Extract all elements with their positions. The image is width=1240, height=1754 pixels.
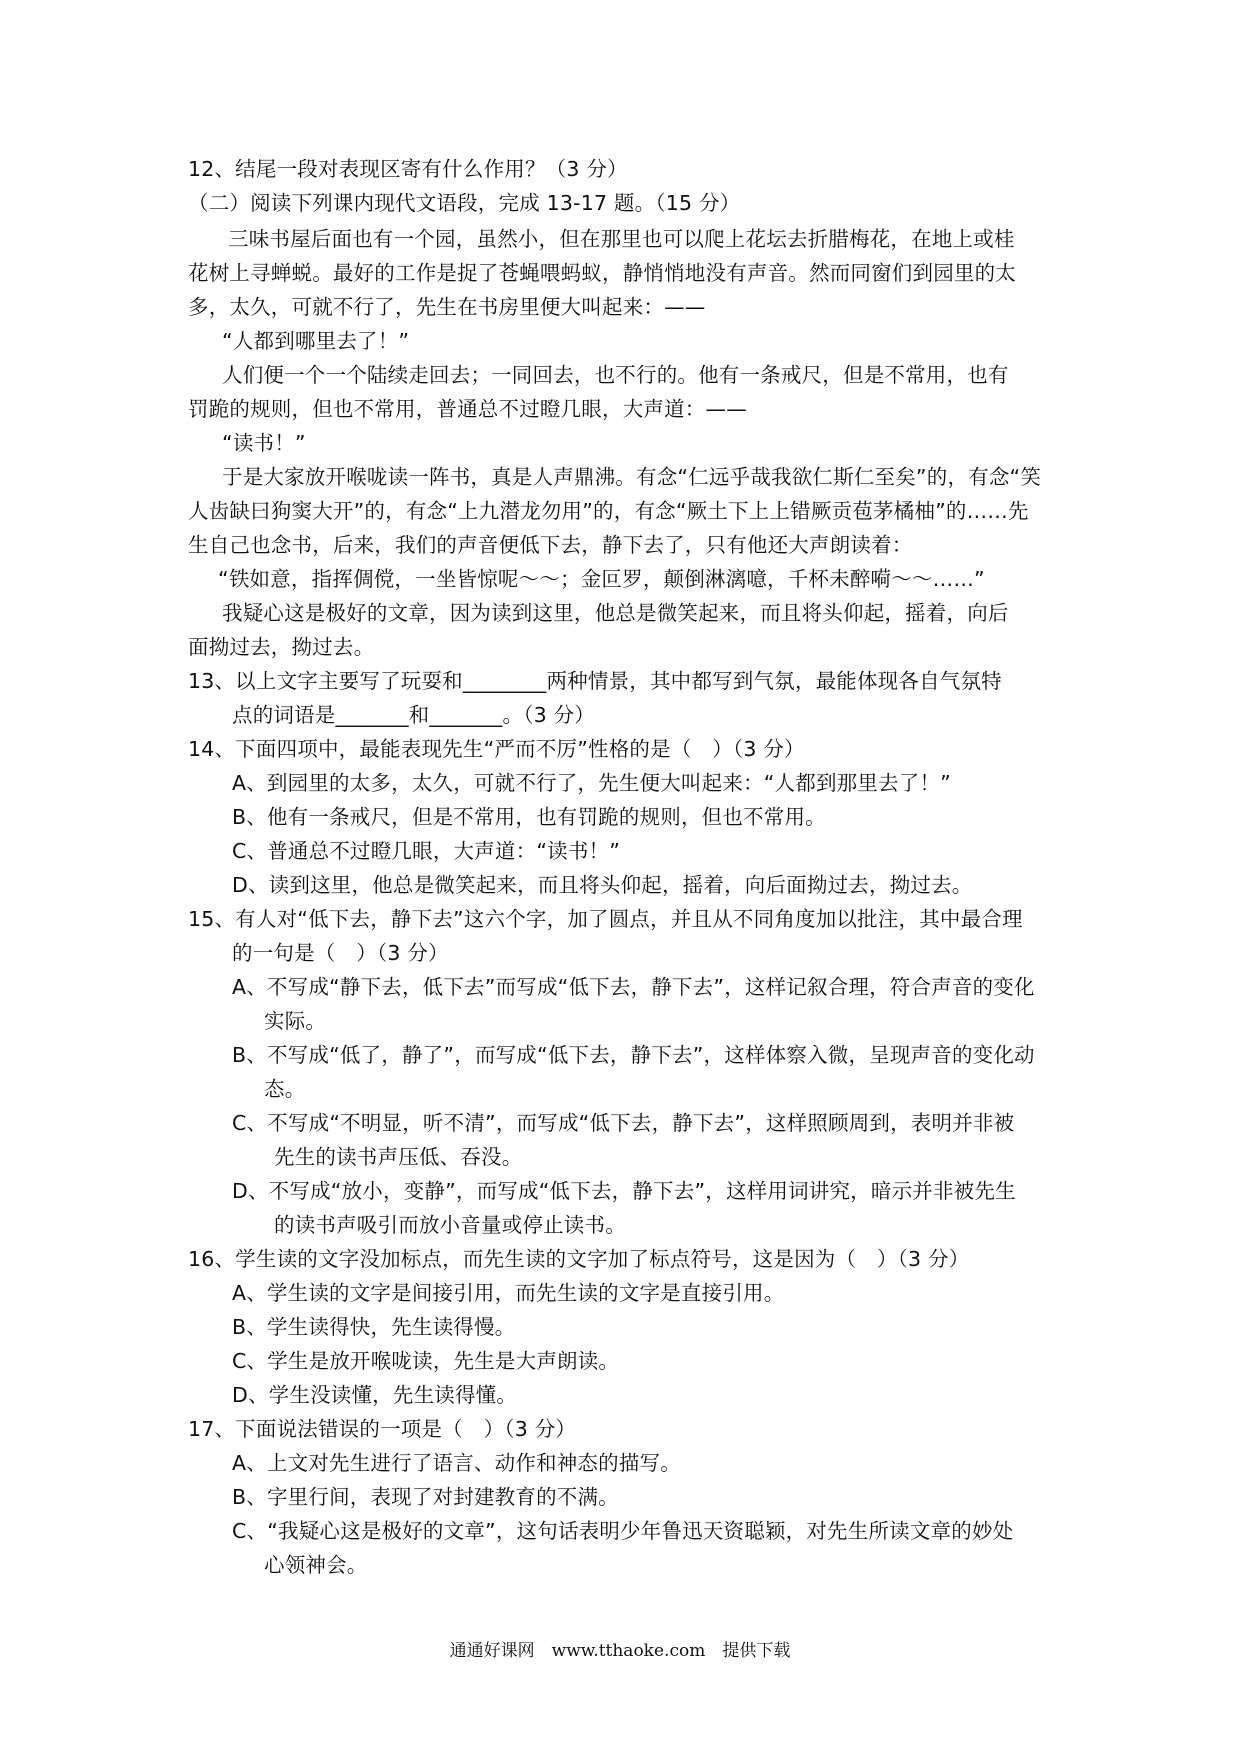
passage-line: 三味书屋后面也有一个园，虽然小，但在那里也可以爬上花坛去折腊梅花，在地上或桂 <box>228 227 1015 251</box>
q15-option-b: B、不写成“低了，静了”，而写成“低下去，静下去”，这样体察入微，呈现声音的变化动 <box>232 1043 1035 1067</box>
section-two-heading: （二）阅读下列课内现代文语段，完成 13-17 题。（15 分） <box>188 191 741 215</box>
q13-line: 点的词语是_______和_______。（3 分） <box>232 703 596 727</box>
q15-stem: 的一句是（ ）（3 分） <box>232 941 449 965</box>
q14-option-a: A、到园里的太多，太久，可就不行了，先生便大叫起来：“人都到那里去了！” <box>232 771 951 795</box>
q17-option-b: B、字里行间，表现了对封建教育的不满。 <box>232 1485 619 1509</box>
q16-option-a: A、学生读的文字是间接引用，而先生读的文字是直接引用。 <box>232 1281 785 1305</box>
q15-option-a: A、不写成“静下去，低下去”而写成“低下去，静下去”，这样记叙合理，符合声音的变化 <box>232 975 1035 999</box>
q17-stem: 17、下面说法错误的一项是（ ）（3 分） <box>188 1417 577 1441</box>
q16-option-b: B、学生读得快，先生读得慢。 <box>232 1315 516 1339</box>
q15-option-d: D、不写成“放小，变静”，而写成“低下去，静下去”，这样用词讲究，暗示并非被先生 <box>232 1179 1016 1203</box>
q12-line: 12、结尾一段对表现区寄有什么作用？（3 分） <box>188 157 628 181</box>
q16-option-c: C、学生是放开喉咙读，先生是大声朗读。 <box>232 1349 620 1373</box>
passage-line: “人都到哪里去了！” <box>222 329 410 353</box>
q14-stem: 14、下面四项中，最能表现先生“严而不厉”性格的是（ ）（3 分） <box>188 737 805 761</box>
q14-option-b: B、他有一条戒尺，但是不常用，也有罚跪的规则，但也不常用。 <box>232 805 826 829</box>
q15-option-c: 先生的读书声压低、吞没。 <box>274 1145 523 1169</box>
passage-line: 我疑心这是极好的文章，因为读到这里，他总是微笑起来，而且将头仰起，摇着，向后 <box>222 601 1009 625</box>
q17-option-a: A、上文对先生进行了语言、动作和神态的描写。 <box>232 1451 681 1475</box>
passage-line: “读书！” <box>222 431 306 455</box>
passage-line: 生自己也念书，后来，我们的声音便低下去，静下去了，只有他还大声朗读着： <box>188 533 913 557</box>
q14-option-c: C、普通总不过瞪几眼，大声道：“读书！” <box>232 839 621 863</box>
passage-line: 于是大家放开喉咙读一阵书，真是人声鼎沸。有念“仁远乎哉我欲仁斯仁至矣”的，有念“笑 <box>222 465 1042 489</box>
passage-line: 人们便一个一个陆续走回去；一同回去，也不行的。他有一条戒尺，但是不常用，也有 <box>222 363 1009 387</box>
q15-option-d: 的读书声吸引而放小音量或停止读书。 <box>274 1213 626 1237</box>
q17-option-c: C、“我疑心这是极好的文章”，这句话表明少年鲁迅天资聪颖，对先生所读文章的妙处 <box>232 1519 1014 1543</box>
passage-line: 多，太久，可就不行了，先生在书房里便大叫起来：—— <box>188 295 706 319</box>
q13-line: 13、以上文字主要写了玩耍和________两种情景，其中都写到气氛，最能体现各自气氛特 <box>188 669 1002 693</box>
q16-option-d: D、学生没读懂，先生读得懂。 <box>232 1383 518 1407</box>
passage-line: 面拗过去，拗过去。 <box>188 635 375 659</box>
passage-line: 人齿缺曰狗窦大开”的，有念“上九潜龙勿用”的，有念“厥土下上上错厥贡苞茅橘柚”的……先 <box>188 499 1029 523</box>
page-footer: 通通好课网 www.tthaoke.com 提供下载 <box>449 1641 791 1661</box>
q15-stem: 15、有人对“低下去，静下去”这六个字，加了圆点，并且从不同角度加以批注，其中最合理 <box>188 907 1023 931</box>
q17-option-c: 心领神会。 <box>264 1553 368 1577</box>
q15-option-a: 实际。 <box>264 1009 327 1033</box>
passage-line: “铁如意，指挥倜傥，一坐皆惊呢～～；金叵罗，颠倒淋漓噫，千杯未醉嗬～～……” <box>218 567 985 591</box>
q16-stem: 16、学生读的文字没加标点，而先生读的文字加了标点符号，这是因为（ ）（3 分） <box>188 1247 970 1271</box>
q15-option-c: C、不写成“不明显，听不清”，而写成“低下去，静下去”，这样照顾周到，表明并非被 <box>232 1111 1015 1135</box>
q15-option-b: 态。 <box>264 1077 306 1101</box>
q14-option-d: D、读到这里，他总是微笑起来，而且将头仰起，摇着，向后面拗过去，拗过去。 <box>232 873 973 897</box>
passage-line: 罚跪的规则，但也不常用，普通总不过瞪几眼，大声道：—— <box>188 397 747 421</box>
passage-line: 花树上寻蝉蜕。最好的工作是捉了苍蝇喂蚂蚁，静悄悄地没有声音。然而同窗们到园里的太 <box>188 261 1016 285</box>
